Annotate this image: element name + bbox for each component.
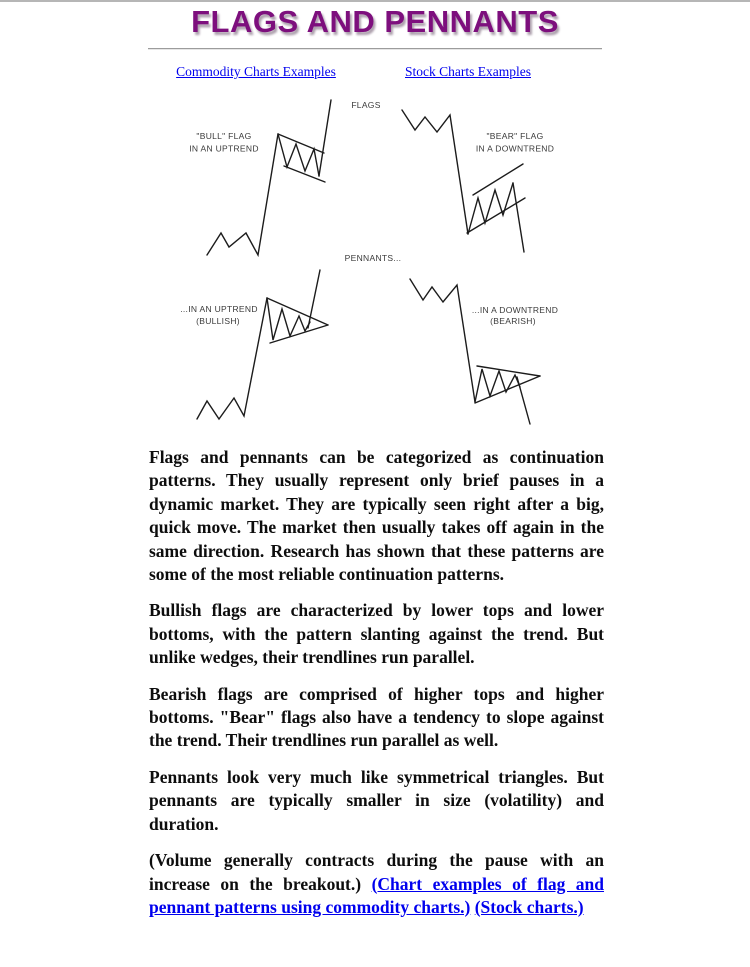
paragraph-continuation-patterns: Flags and pennants can be categorized as continuation patterns. They usually represent only brief pauses in a dynamic market. They are typically seen right after a big, quick move. The market then usually takes off again in the same direction. Research has shown that these patterns are some of the most reliable continuation patterns. [149,447,604,585]
paragraph-bullish-flags: Bullish flags are characterized by lower tops and lower bottoms, with the pattern slanting against the trend. But unlike wedges, their trendlines run parallel. [149,600,604,668]
bearish-pennant-label-line1: ...IN A DOWNTREND [471,305,559,315]
horizontal-divider [148,48,602,49]
commodity-charts-examples-link[interactable]: Commodity Charts Examples [176,64,336,79]
bearish-pennant-label-line2: (BEARISH) [490,316,536,326]
bull-flag-drawing [189,100,331,255]
commodity-chart-examples-inline-link[interactable]: (Chart examples of flag and pennant patterns using commodity charts.) [149,873,605,917]
patterns-diagram [148,95,608,440]
bull-flag-label-line1: "BULL" FLAG [196,131,252,141]
article-text [149,446,604,932]
bullish-pennant-label-line2: (BULLISH) [196,316,240,326]
bearish-pennant-drawing [410,279,558,424]
bear-flag-label-line1: "BEAR" FLAG [486,131,544,141]
volume-note-text: (Volume generally contracts during the pause with an increase on the breakout.) [149,850,604,894]
stock-charts-inline-link[interactable]: (Stock charts.) [474,896,584,917]
paragraph-volume-and-links [149,849,604,919]
bullish-pennant-drawing [180,270,328,419]
flags-section-label: FLAGS [351,100,381,110]
stock-charts-examples-link[interactable]: Stock Charts Examples [405,64,531,79]
bull-flag-label-line2: IN AN UPTREND [189,143,259,154]
bear-flag-label-line2: IN A DOWNTREND [475,143,555,154]
page-title: FLAGS AND PENNANTS [191,4,559,39]
pennants-section-label: PENNANTS... [344,253,402,263]
paragraph-bearish-flags: Bearish flags are comprised of higher tops and higher bottoms. "Bear" flags also have a tendency to slope against the trend. Their trendlines run parallel as well. [149,683,604,751]
paragraph-pennants: Pennants look very much like symmetrical triangles. But pennants are typically smaller in size (volatility) and duration. [149,766,604,834]
bear-flag-drawing [402,110,554,252]
bullish-pennant-label-line1: ...IN AN UPTREND [180,304,258,314]
